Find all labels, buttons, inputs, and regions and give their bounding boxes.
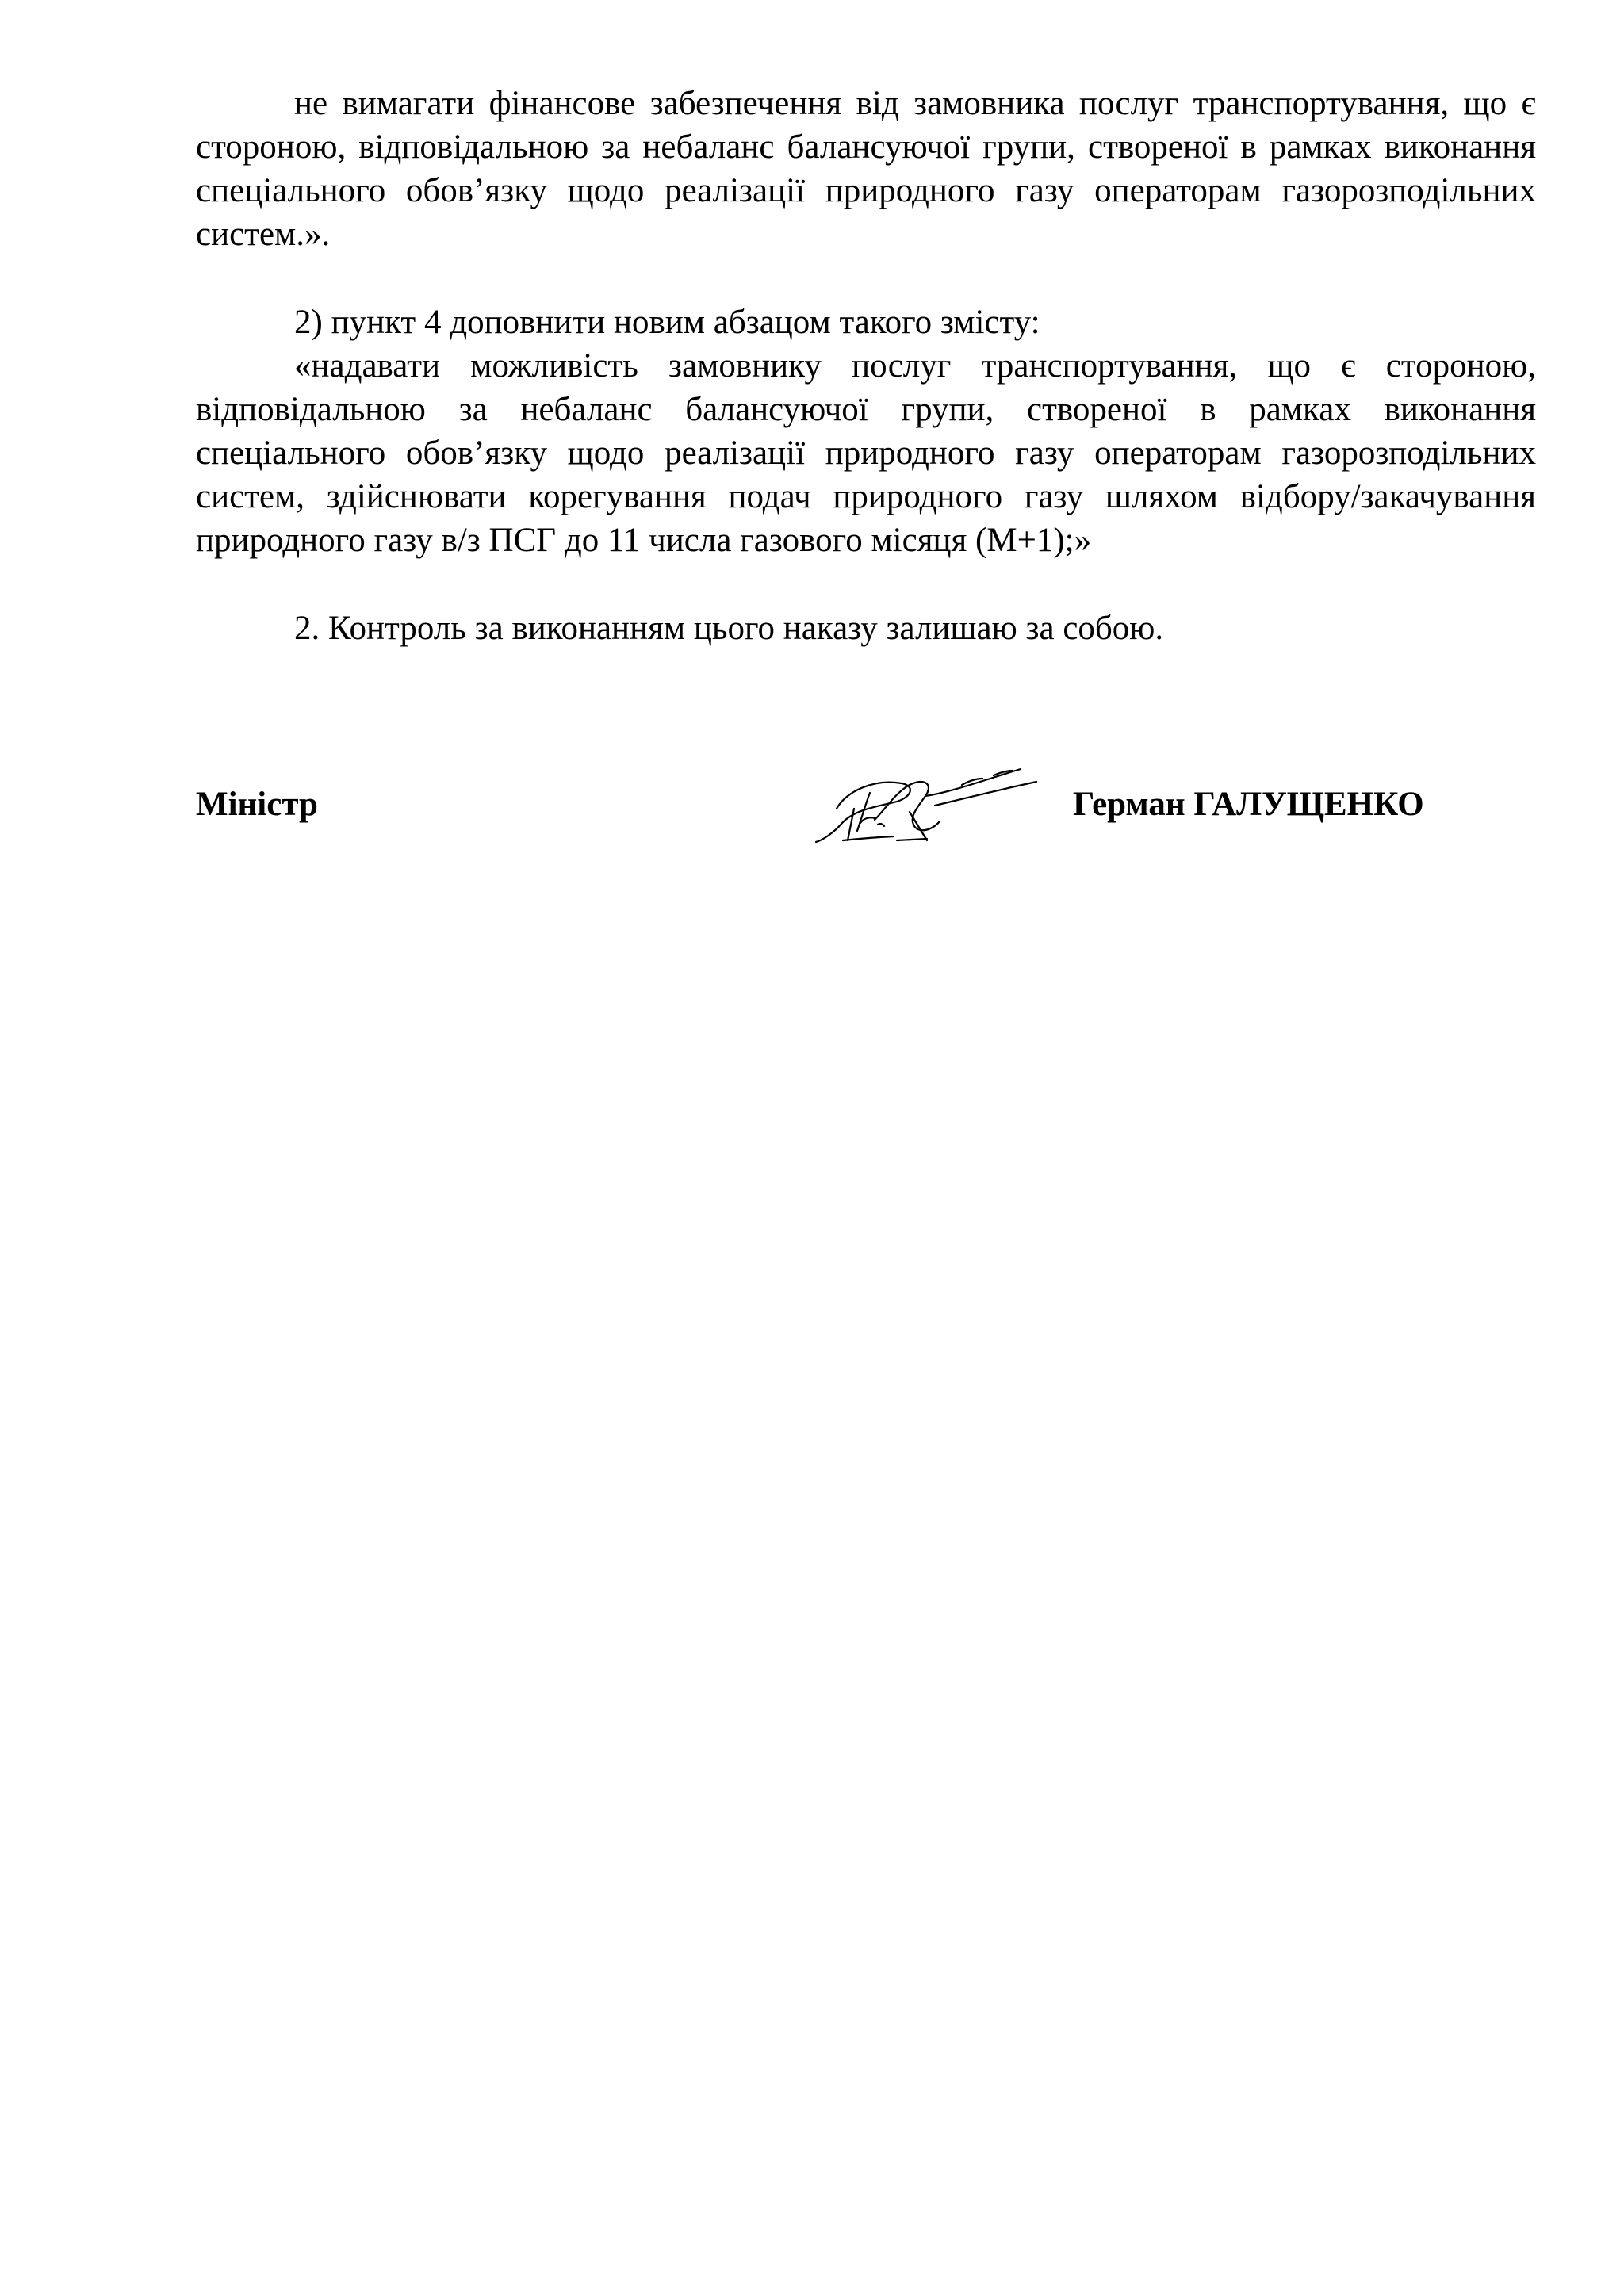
signer-position: Міністр: [196, 786, 318, 823]
signature-block: [196, 767, 1536, 863]
paragraph-financial-guarantee: не вимагати фінансове забезпечення від замовника послуг транспортування, що є стороною, відповідальною за небаланс балансуючої групи, створеної в рамках виконання спеціального обов’язку щодо реалізації природного газу операторам газорозподільних систем.».: [196, 85, 1536, 253]
document-body: [196, 82, 1536, 650]
paragraph-item-2-heading: 2) пункт 4 доповнити новим абзацом такого змісту:: [294, 304, 1040, 341]
paragraph-item-2-content: «надавати можливість замовнику послуг транспортування, що є стороною, відповідальною за небаланс балансуючої групи, створеної в рамках виконання спеціального обов’язку щодо реалізації природного газу операторам газорозподільних систем, здійснювати корегування подач природного газу шляхом відбору/закачування природного газу в/з ПСГ до 11 числа газового місяця (М+1);»: [196, 347, 1536, 559]
signer-name: Герман ГАЛУЩЕНКО: [1073, 786, 1424, 823]
paragraph-control-clause: 2. Контроль за виконанням цього наказу залишаю за собою.: [294, 610, 1164, 647]
handwritten-signature: [799, 761, 1052, 856]
